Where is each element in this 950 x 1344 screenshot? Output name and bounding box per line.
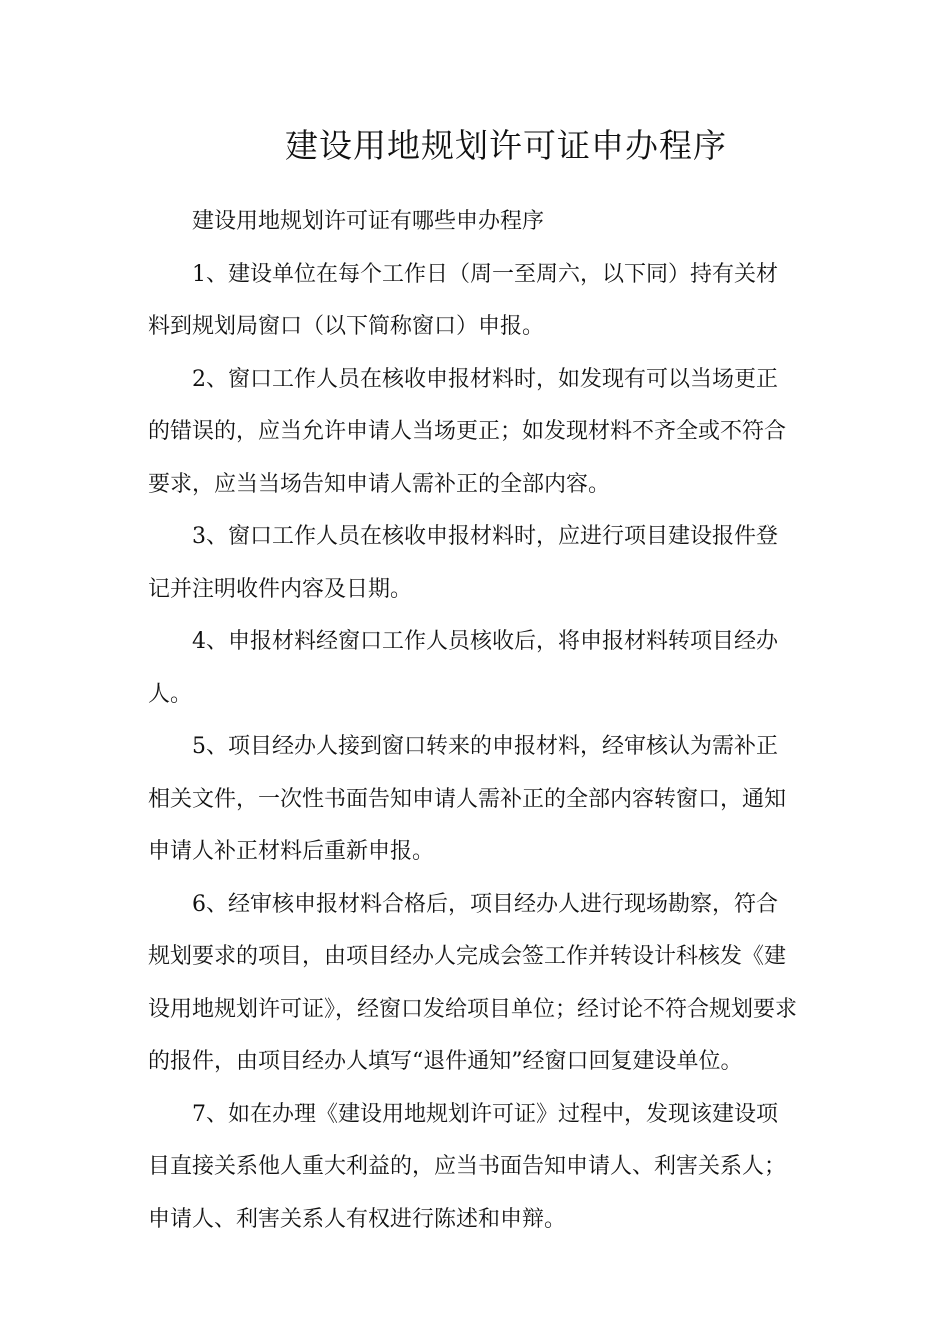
paragraph-step-2: 2、窗口工作人员在核收申报材料时，如发现有可以当场更正的错误的，应当允许申请人当场更正；如发现材料不齐全或不符合要求，应当当场告知申请人需补正的全部内容。 [148,366,787,497]
paragraph-step-1: 1、建设单位在每个工作日（周一至周六，以下同）持有关材料到规划局窗口（以下简称窗口）申报。 [148,261,778,339]
document-title: 建设用地规划许可证申办程序 [285,126,727,165]
paragraph-step-4: 4、申报材料经窗口工作人员核收后，将申报材料转项目经办人。 [148,629,778,707]
paragraph-step-5: 5、项目经办人接到窗口转来的申报材料，经审核认为需补正相关文件，一次性书面告知申请人需补正的全部内容转窗口，通知申请人补正材料后重新申报。 [148,734,787,864]
document-body [148,196,798,1246]
paragraph-step-7: 7、如在办理《建设用地规划许可证》过程中，发现该建设项目直接关系他人重大利益的，应当书面告知申请人、利害关系人；申请人、利害关系人有权进行陈述和申辩。 [148,1101,787,1232]
paragraph-intro: 建设用地规划许可证有哪些申办程序 [192,209,545,234]
paragraph-step-6: 6、经审核申报材料合格后，项目经办人进行现场勘察，符合规划要求的项目，由项目经办人完成会签工作并转设计科核发《建设用地规划许可证》，经窗口发给项目单位；经讨论不符合规划要求的报件，由项目经办人填写“退件通知”经窗口回复建设单位。 [148,891,798,1074]
paragraph-step-3: 3、窗口工作人员在核收申报材料时，应进行项目建设报件登记并注明收件内容及日期。 [148,524,778,602]
